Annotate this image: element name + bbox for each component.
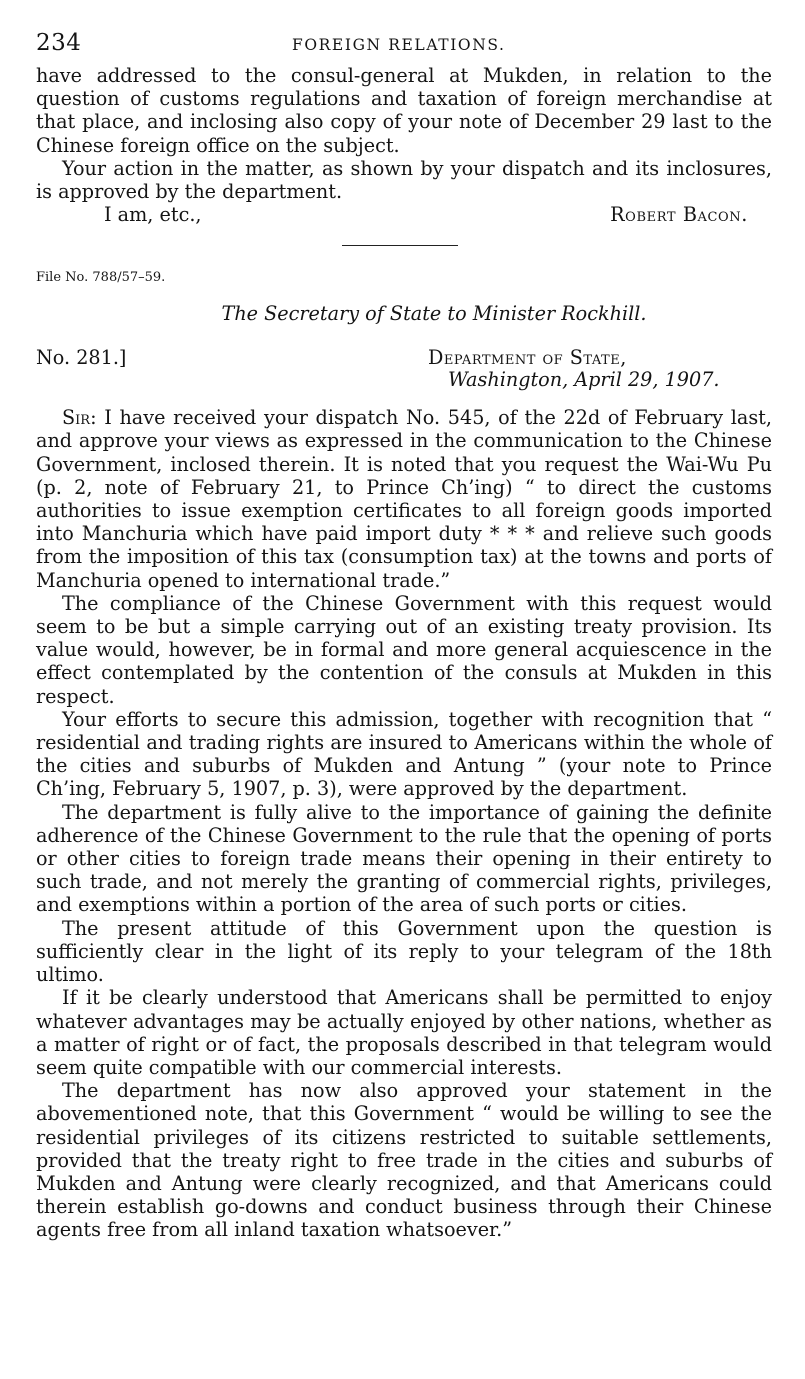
page-number: 234 [36,30,82,56]
salutation: Sir: [62,406,97,430]
running-title: FOREIGN RELATIONS. [292,36,506,54]
letter-heading: The Secretary of State to Minister Rockhill. [221,302,647,326]
place-and-date: Washington, April 29, 1907. [448,368,720,392]
letter-1-paragraph-1: have addressed to the consul-general at Mukden, in relation to the question of customs regulations and taxation of foreign merchandise at that place, and inclosing also copy of your note of December 29 last to the Chinese foreign office on the subject. [36,64,772,157]
letter-2-paragraph-2: The compliance of the Chinese Government with this request would seem to be but a simple carrying out of an existing treaty provision. Its value would, however, be in formal and more general acquiescence in the effect contemplated by the contention of the consuls at Mukden in this respect. [36,591,772,708]
sender-office: Department of State, [428,346,627,370]
complimentary-close: I am, etc., [104,203,202,227]
letter-1-paragraph-2: Your action in the matter, as shown by your dispatch and its inclosures, is approved by the department. [36,156,772,204]
signature: Robert Bacon. [610,203,748,227]
letter-2-body [36,406,772,1241]
section-divider [342,245,458,246]
dispatch-number: No. 281.] [36,346,127,370]
running-head [36,28,772,64]
letter-1 [36,64,772,227]
letter-2-paragraph-7: The department has now also approved your statement in the abovementioned note, that this Government “ would be willing to see the residential privileges of its citizens restricted to suitable settlements, provided that the treaty right to free trade in the cities and suburbs of Mukden and Antung were clearly recognized, and that Americans could therein establish go-downs and conduct business through their Chinese agents free from all inland taxation whatsoever.” [36,1079,772,1242]
closing-row [36,203,772,227]
dateline [36,346,772,398]
file-number: File No. 788/57–59. [36,270,166,286]
letter-2-paragraph-3: Your efforts to secure this admission, together with recognition that “ residential and trading rights are insured to Americans within the whole of the cities and suburbs of Mukden and Antung ” (your note to Prince Ch’ing, February 5, 1907, p. 3), were approved by the department. [36,707,772,801]
letter-2-paragraph-4: The department is fully alive to the importance of gaining the definite adherence of the Chinese Government to the rule that the opening of ports or other cities to foreign trade means their opening in their entirety to such trade, and not merely the granting of commercial rights, privileges, and exemptions within a portion of the area of such ports or cities. [36,800,772,917]
letter-2-paragraph-5: The present attitude of this Government upon the question is sufficiently clear in the light of its reply to your telegram of the 18th ultimo. [36,916,772,987]
paragraph-text: I have received your dispatch No. 545, of the 22d of February last, and approve your views as expressed in the communication to the Chinese Government, inclosed therein. It is noted that you request the Wai-Wu Pu (p. 2, note of February 21, to Prince Ch’ing) “ to direct the customs authorities to issue exemption certificates to all foreign goods imported into Manchuria which have paid import duty * * * and relieve such goods from the imposition of this tax (consumption tax) at the towns and ports of Manchuria opened to international trade.” [36,406,772,592]
document-page [36,28,772,1368]
letter-2-paragraph-1 [36,406,772,592]
letter-2-paragraph-6: If it be clearly understood that Americans shall be permitted to enjoy whatever advantages may be actually enjoyed by other nations, whether as a matter of right or of fact, the proposals described in that telegram would seem quite compatible with our commercial interests. [36,986,772,1079]
